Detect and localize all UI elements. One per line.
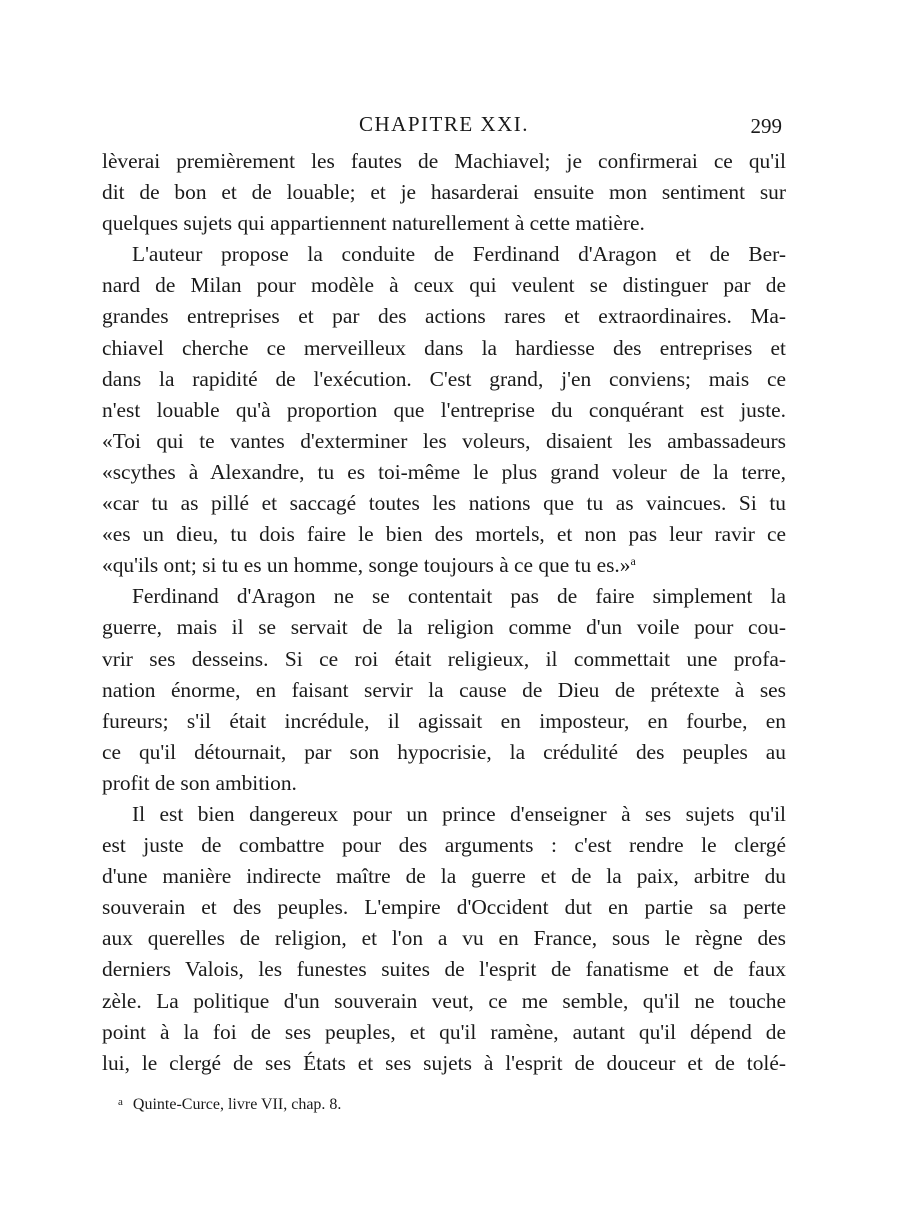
footnote-reference[interactable]: a <box>630 554 636 569</box>
text-line: dit de bon et de louable; et je hasarderai ensuite mon sentiment sur <box>102 180 786 205</box>
text-line: grandes entreprises et par des actions rares et extraordinaires. Ma- <box>102 304 786 329</box>
page-number: 299 <box>750 114 782 138</box>
text-line: ce qu'il détournait, par son hypocrisie, la crédulité des peuples au <box>102 739 786 764</box>
text-line: aux querelles de religion, et l'on a vu en France, sous le règne des <box>102 926 786 951</box>
text-line: point à la foi de ses peuples, et qu'il ramène, autant qu'il dépend de <box>102 1019 786 1044</box>
text-line: nard de Milan pour modèle à ceux qui veulent se distinguer par de <box>102 273 786 298</box>
text-line: Ferdinand d'Aragon ne se contentait pas de faire simplement la <box>132 584 786 609</box>
paragraph <box>102 239 786 581</box>
text-line: souverain et des peuples. L'empire d'Occident dut en partie sa perte <box>102 895 786 920</box>
text-line: Il est bien dangereux pour un prince d'enseigner à ses sujets qu'il <box>132 801 786 826</box>
footnote-mark: a <box>118 1095 123 1108</box>
body-text <box>102 146 786 1079</box>
text-line: «car tu as pillé et saccagé toutes les nations que tu as vaincues. Si tu <box>102 491 786 516</box>
text-line: dans la rapidité de l'exécution. C'est grand, j'en conviens; mais ce <box>102 366 786 391</box>
text-line: guerre, mais il se servait de la religion comme d'un voile pour cou- <box>102 615 786 640</box>
text-line: chiavel cherche ce merveilleux dans la hardiesse des entreprises et <box>102 335 786 360</box>
text-line: derniers Valois, les funestes suites de l'esprit de fanatisme et de faux <box>102 957 786 982</box>
running-head <box>102 112 786 146</box>
footnote <box>102 1091 786 1116</box>
paragraph <box>102 799 786 1079</box>
text-line: quelques sujets qui appartiennent naturellement à cette matière. <box>102 211 645 236</box>
book-page <box>102 112 786 1116</box>
paragraph <box>102 581 786 799</box>
text-line: L'auteur propose la conduite de Ferdinand d'Aragon et de Ber- <box>132 242 786 267</box>
text-line: d'une manière indirecte maître de la guerre et de la paix, arbitre du <box>102 864 786 889</box>
text-line: n'est louable qu'à proportion que l'entreprise du conquérant est juste. <box>102 397 786 422</box>
text-line: «scythes à Alexandre, tu es toi-même le plus grand voleur de la terre, <box>102 459 786 484</box>
paragraph <box>102 146 786 239</box>
text-line <box>102 550 786 581</box>
text-line-content: «qu'ils ont; si tu es un homme, songe toujours à ce que tu es.» <box>102 553 631 578</box>
text-line: vrir ses desseins. Si ce roi était religieux, il commettait une profa- <box>102 646 786 671</box>
text-line: «es un dieu, tu dois faire le bien des mortels, et non pas leur ravir ce <box>102 522 786 547</box>
text-line: fureurs; s'il était incrédule, il agissait en imposteur, en fourbe, en <box>102 708 786 733</box>
text-line: lèverai premièrement les fautes de Machiavel; je confirmerai ce qu'il <box>102 149 786 173</box>
text-line: est juste de combattre pour des arguments : c'est rendre le clergé <box>102 833 786 858</box>
text-line: «Toi qui te vantes d'exterminer les voleurs, disaient les ambassadeurs <box>102 428 786 453</box>
chapter-title: CHAPITRE XXI. <box>359 112 529 136</box>
text-line: profit de son ambition. <box>102 770 297 795</box>
text-line: lui, le clergé de ses États et ses sujets à l'esprit de douceur et de tolé- <box>102 1050 786 1075</box>
text-line: zèle. La politique d'un souverain veut, ce me semble, qu'il ne touche <box>102 988 786 1013</box>
footnote-text: Quinte-Curce, livre VII, chap. 8. <box>132 1095 342 1113</box>
text-line: nation énorme, en faisant servir la cause de Dieu de prétexte à ses <box>102 677 786 702</box>
